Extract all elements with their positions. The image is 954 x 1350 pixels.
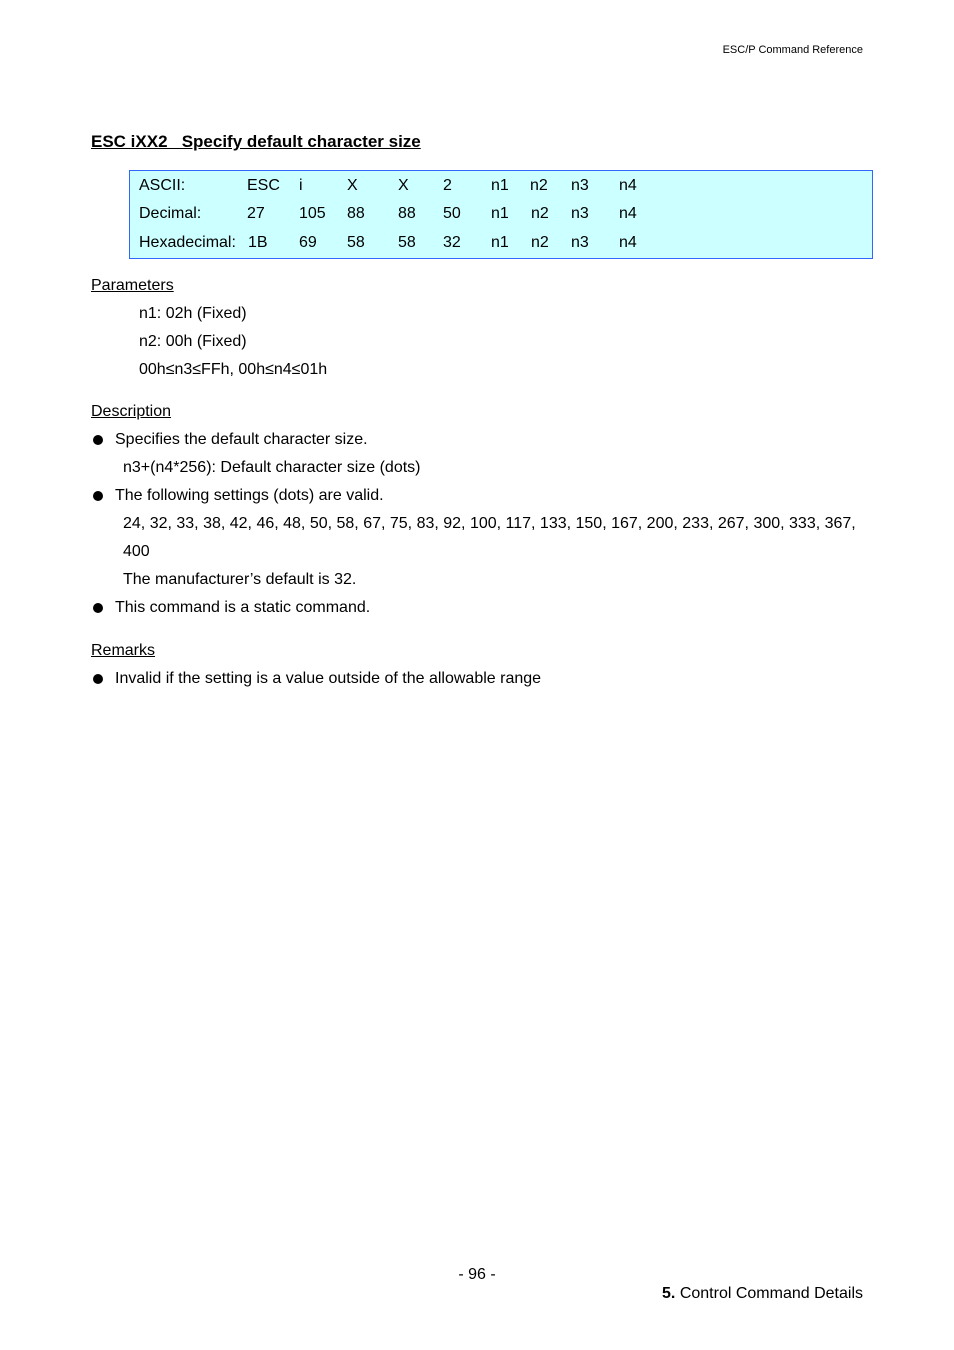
bullet-icon: [93, 491, 103, 501]
code-cell: 27: [247, 205, 265, 222]
hexadecimal-row: [130, 234, 872, 254]
bullet-icon: [93, 435, 103, 445]
decimal-row: [130, 205, 872, 225]
chapter-title: Control Command Details: [675, 1285, 863, 1302]
code-cell: n4: [619, 234, 637, 251]
code-cell: 58: [398, 234, 416, 251]
code-cell: n1: [491, 234, 509, 251]
row-label: ASCII:: [139, 177, 186, 194]
code-cell: n3: [571, 177, 589, 194]
code-cell: 69: [299, 234, 317, 251]
code-cell: n1: [491, 177, 509, 194]
code-cell: n2: [531, 205, 549, 222]
parameter-line: 00h≤n3≤FFh, 00h≤n4≤01h: [139, 361, 328, 378]
row-label: Decimal:: [139, 205, 202, 222]
code-cell: n2: [530, 177, 548, 194]
code-cell: 88: [398, 205, 416, 222]
page-number: - 96 -: [458, 1266, 496, 1283]
code-cell: n1: [491, 205, 509, 222]
code-cell: 105: [299, 205, 326, 222]
code-cell: n3: [571, 205, 589, 222]
code-cell: n4: [619, 205, 637, 222]
code-cell: 2: [443, 177, 452, 194]
valid-values-list-cont: 400: [123, 543, 150, 560]
code-cell: n2: [531, 234, 549, 251]
bullet-icon: [93, 674, 103, 684]
remarks-heading: Remarks: [91, 642, 156, 659]
code-cell: 58: [347, 234, 365, 251]
code-cell: 50: [443, 205, 461, 222]
chapter-number: 5.: [662, 1285, 676, 1302]
code-cell: i: [299, 177, 303, 194]
parameter-line: n1: 02h (Fixed): [139, 305, 247, 322]
code-cell: n3: [571, 234, 589, 251]
description-heading: Description: [91, 403, 172, 420]
chapter-footer: [662, 1285, 863, 1303]
default-value-note: The manufacturer’s default is 32.: [123, 571, 357, 588]
running-header: ESC/P Command Reference: [722, 44, 863, 56]
command-code-box: [129, 170, 873, 259]
code-cell: 1B: [248, 234, 268, 251]
valid-values-list: 24, 32, 33, 38, 42, 46, 48, 50, 58, 67, 75, 83, 92, 100, 117, 133, 150, 167, 200, 233, 267, 300, 333, 367,: [123, 515, 856, 532]
code-cell: n4: [619, 177, 637, 194]
parameter-line: n2: 00h (Fixed): [139, 333, 247, 350]
code-cell: X: [347, 177, 358, 194]
code-cell: 32: [443, 234, 461, 251]
description-item: The following settings (dots) are valid.: [115, 487, 384, 504]
code-cell: ESC: [247, 177, 280, 194]
remarks-item: Invalid if the setting is a value outside of the allowable range: [115, 670, 542, 687]
parameters-heading: Parameters: [91, 277, 174, 294]
code-cell: X: [398, 177, 409, 194]
description-item: Specifies the default character size.: [115, 431, 368, 448]
description-detail: n3+(n4*256): Default character size (dots): [123, 459, 421, 476]
section-title: ESC iXX2 Specify default character size: [91, 132, 421, 151]
description-item: This command is a static command.: [115, 599, 371, 616]
bullet-icon: [93, 603, 103, 613]
ascii-row: [130, 177, 872, 197]
code-cell: 88: [347, 205, 365, 222]
row-label: Hexadecimal:: [139, 234, 236, 251]
